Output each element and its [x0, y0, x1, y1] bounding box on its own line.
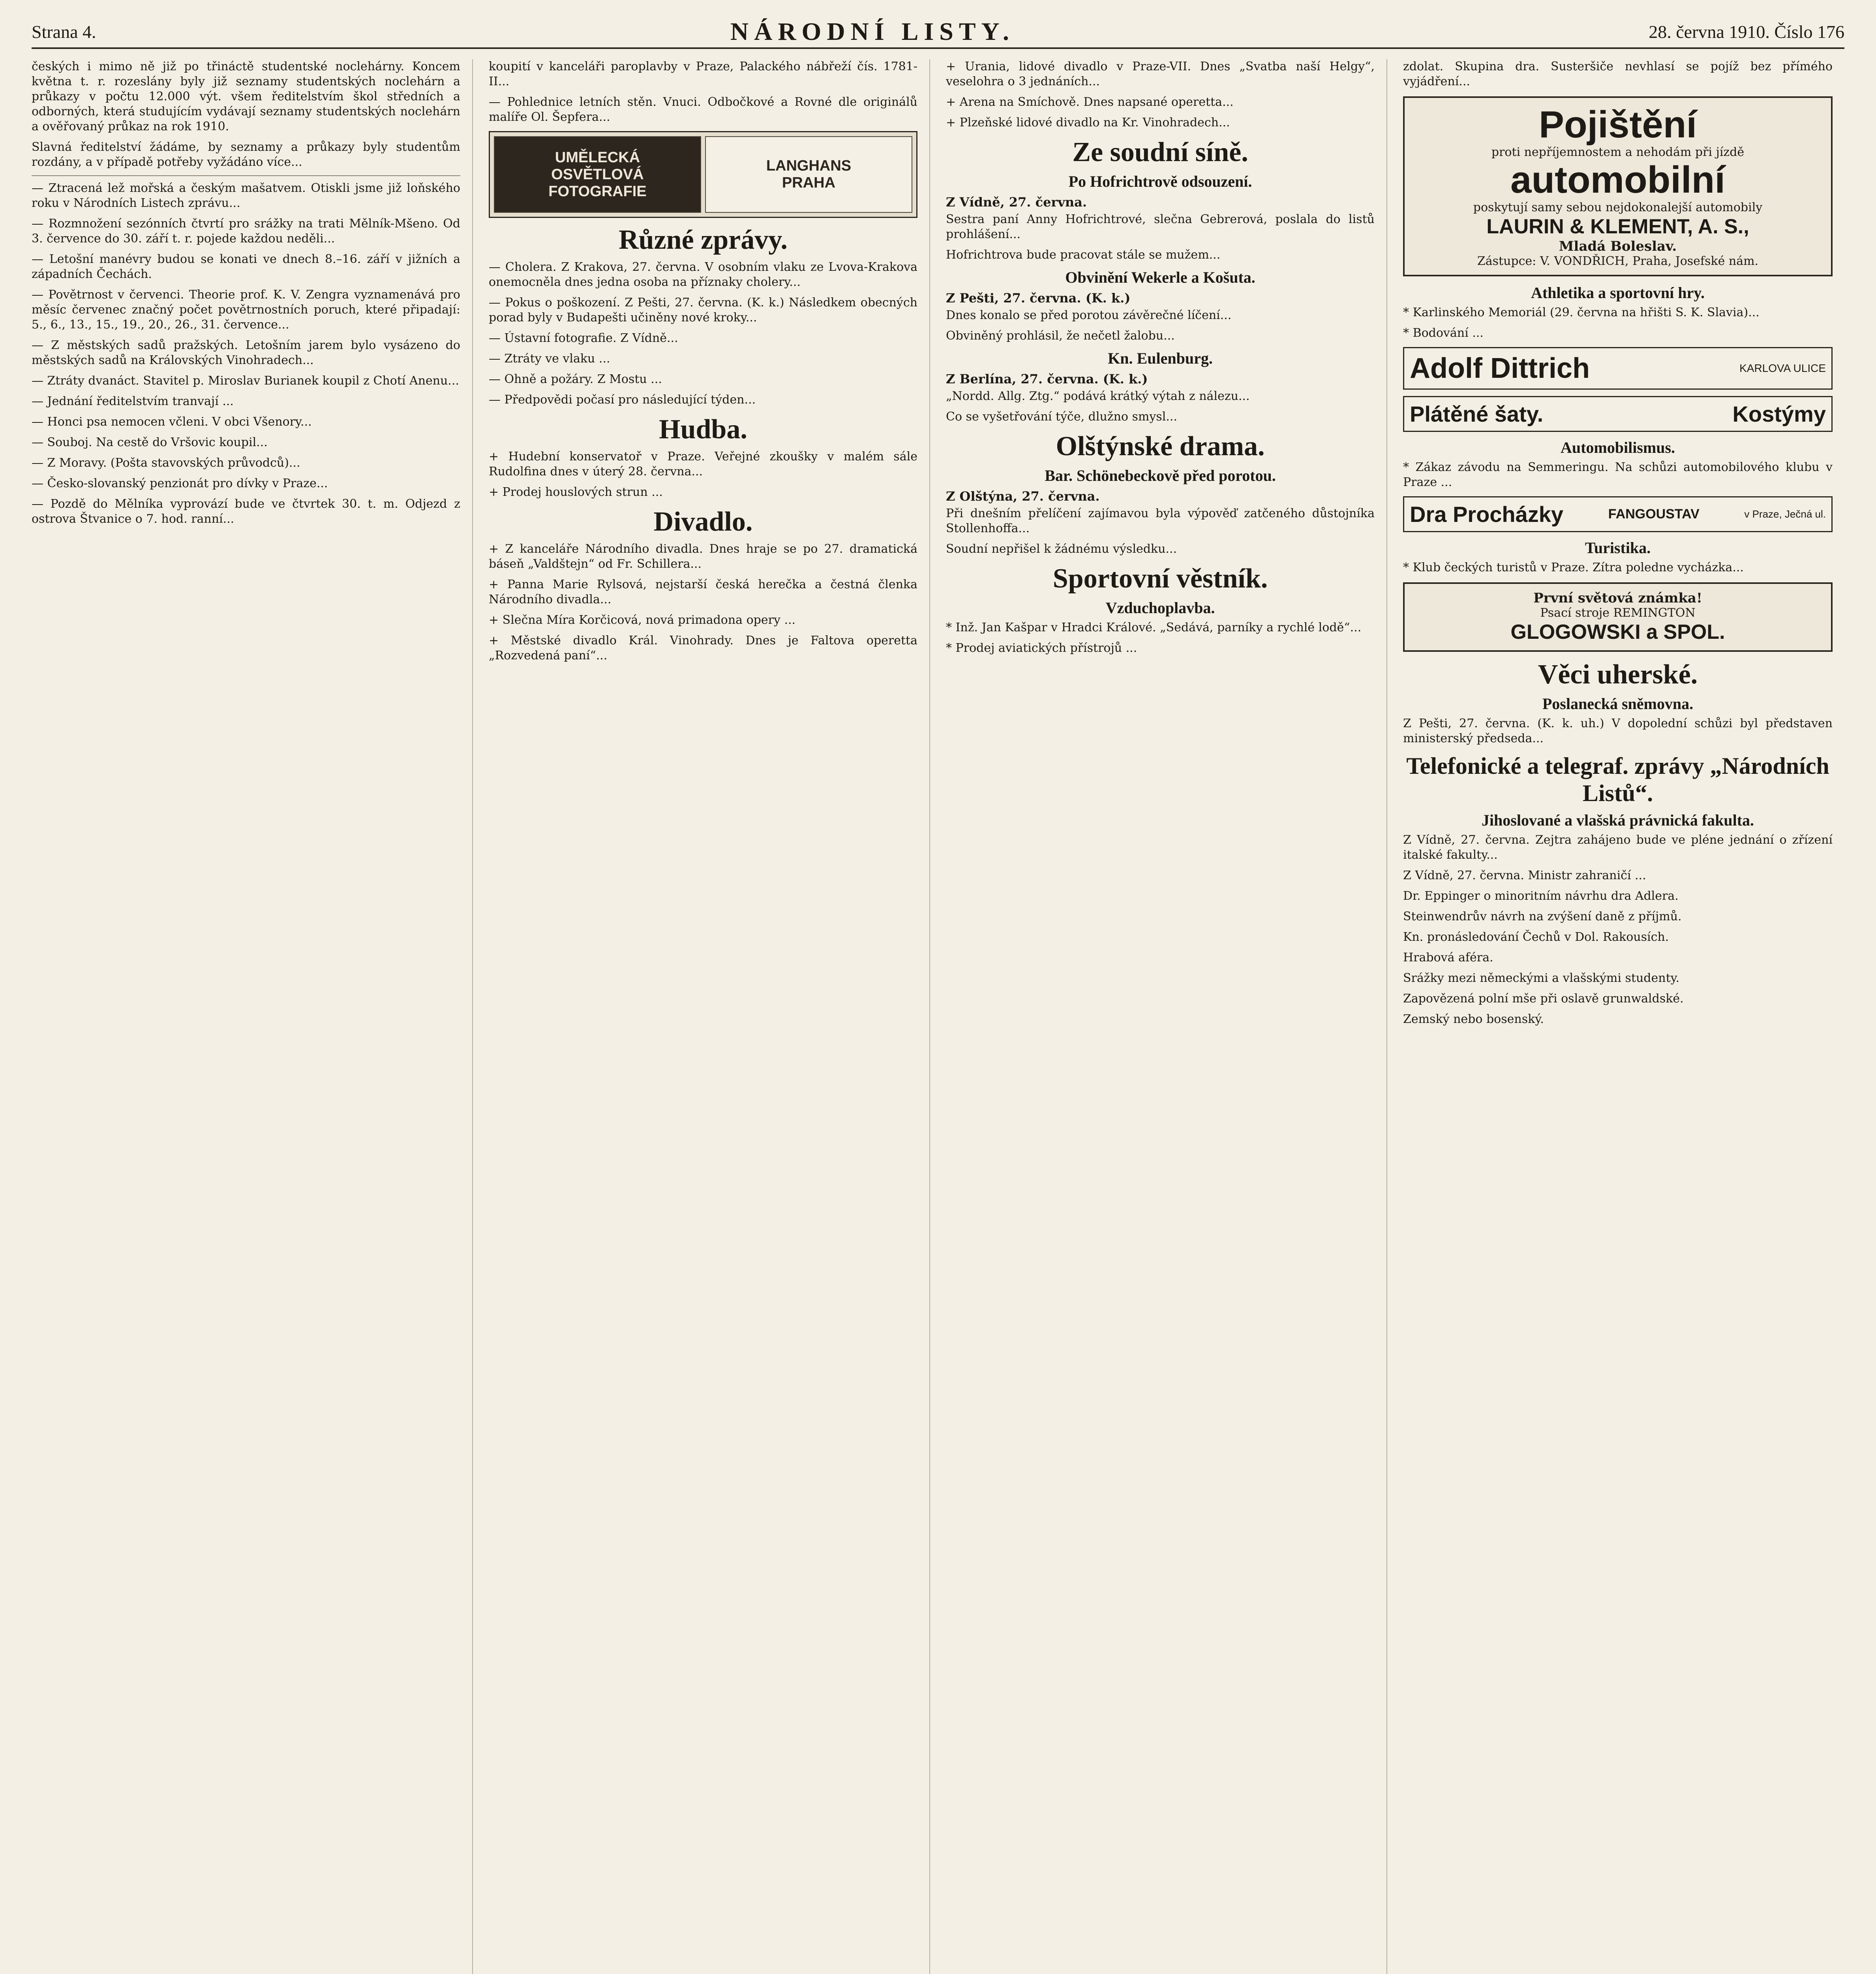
article-paragraph: + Prodej houslových strun ... [489, 485, 663, 499]
article-paragraph: Co se vyšetřování týče, dlužno smysl... [946, 410, 1177, 424]
section-title: Hudba. [659, 414, 747, 445]
ad-left-line-3: FOTOGRAFIE [548, 183, 647, 200]
article-paragraph: Hrabová aféra. [1403, 951, 1493, 964]
subheading: Jihoslované a vlašská právnická fakulta. [1481, 811, 1754, 829]
column-1 [32, 59, 473, 1974]
ad-note: v Praze, Ječná ul. [1744, 508, 1826, 520]
article-paragraph: * Prodej aviatických přístrojů ... [946, 641, 1137, 655]
article-paragraph: českých i mimo ně již po třináctě studentské noclehárny. Koncem května t. r. rozeslány byly již seznamy studentských noclehárn a průkazy v počtu 12.000 výt. všem ředitelstvím škol středních a odborných, která studujícím vydávají seznamy studentských noclehárn a ověřovaný průkaz na rok 1910. [32, 60, 460, 133]
article-paragraph: — Jednání ředitelstvím tranvají ... [32, 394, 234, 408]
article-paragraph: Z Pešti, 27. června. (K. k. uh.) V dopolední schůzi byl představen ministerský předseda... [1403, 717, 1833, 745]
column-4 [1403, 59, 1844, 1974]
article-paragraph: + Panna Marie Rylsová, nejstarší česká herečka a čestná členka Národního divadla... [489, 578, 917, 606]
ad-name: Adolf Dittrich [1410, 353, 1590, 384]
issue-date: 28. června 1910. Číslo 176 [1649, 21, 1844, 42]
ad-address: KARLOVA ULICE [1739, 362, 1826, 374]
ad-title: První světová známka! [1533, 590, 1702, 606]
ad-product: FANGOUSTAV [1608, 507, 1700, 522]
article-paragraph: + Městské divadlo Král. Vinohrady. Dnes je Faltova operetta „Rozvedená paní“... [489, 634, 917, 662]
article-paragraph: — Rozmnožení sezónních čtvrtí pro srážky na trati Mělník-Mšeno. Od 3. července do 30. září t. r. pojede každou neděli... [32, 217, 460, 246]
article-paragraph: zdolat. Skupina dra. Susteršiče nevhlasí se pojíž bez přímého vyjádření... [1403, 60, 1833, 88]
article-paragraph: — Letošní manévry budou se konati ve dnech 8.–16. září v jižních a západních Čechách. [32, 252, 460, 281]
page-header [32, 16, 1844, 49]
divider [32, 175, 460, 176]
article-paragraph: — Ohně a požáry. Z Mostu ... [489, 372, 662, 386]
prochazka-advertisement [1403, 496, 1833, 532]
ad-product-left: Plátěné šaty. [1410, 402, 1544, 426]
article-paragraph: * Inž. Jan Kašpar v Hradci Králové. „Sedává, parníky a rychlé lodě“... [946, 621, 1362, 634]
dateline: Z Olštýna, 27. června. [946, 489, 1100, 504]
section-title: Různé zprávy. [619, 225, 788, 255]
dateline: Z Vídně, 27. června. [946, 195, 1087, 210]
article-paragraph: Kn. pronásledování Čechů v Dol. Rakousích. [1403, 930, 1669, 944]
section-title: Turistika. [1585, 539, 1651, 557]
subheading: Obvinění Wekerle a Košuta. [1065, 268, 1255, 286]
ad-sub: Psací stroje REMINGTON [1540, 606, 1696, 620]
article-paragraph: — Ústavní fotografie. Z Vídně... [489, 331, 678, 345]
column-3 [946, 59, 1387, 1974]
column-2 [489, 59, 930, 1974]
article-paragraph: — Předpovědi počasí pro následující týden... [489, 393, 756, 407]
ad-company: GLOGOWSKI a SPOL. [1510, 621, 1725, 644]
article-paragraph: + Urania, lidové divadlo v Praze-VII. Dnes „Svatba naší Helgy“, veselohra o 3 jednáních... [946, 60, 1375, 88]
ad-left-line-2: OSVĚTLOVÁ [551, 166, 644, 183]
section-title: Divadlo. [653, 507, 753, 537]
article-paragraph: + Arena na Smíchově. Dnes napsané operetta... [946, 95, 1234, 109]
ad-subline: proti nepříjemnostem a nehodám při jízdě [1491, 145, 1745, 159]
article-paragraph: * Klub čeckých turistů v Praze. Zítra poledne vycházka... [1403, 561, 1744, 574]
article-paragraph: Dr. Eppinger o minoritním návrhu dra Adlera. [1403, 889, 1679, 903]
article-paragraph: Zapovězená polní mše při oslavě grunwaldské. [1403, 992, 1684, 1006]
subheading: Bar. Schönebeckově před porotou. [1045, 467, 1276, 484]
subheading: Kn. Eulenburg. [1108, 349, 1213, 367]
section-title: Automobilismus. [1560, 439, 1675, 456]
ad-headline: Pojištění [1538, 103, 1697, 146]
article-paragraph: — Cholera. Z Krakova, 27. června. V osobním vlaku ze Lvova-Krakova onemocněla dnes jedna osoba na příznaky cholery... [489, 260, 917, 289]
article-paragraph: Při dnešním přelíčení zajímavou byla výpověď zatčeného důstojníka Stollenhoffa... [946, 507, 1375, 535]
article-paragraph: — Souboj. Na cestě do Vršovic koupil... [32, 435, 268, 449]
article-paragraph: koupití v kanceláři paroplavby v Praze, Palackého nábřeží čís. 1781-II... [489, 60, 917, 88]
article-paragraph: + Z kanceláře Národního divadla. Dnes hraje se po 27. dramatická báseň „Valdštejn“ od Fr. Schillera... [489, 542, 917, 571]
article-paragraph: — Z městských sadů pražských. Letošním jarem bylo vysázeno do městských sadů na Královských Vinohradech... [32, 338, 460, 367]
article-paragraph: Srážky mezi německými a vlašskými studenty. [1403, 971, 1680, 985]
page-number: Strana 4. [32, 21, 96, 42]
article-paragraph: Slavná ředitelství žádáme, by seznamy a průkazy byly studentům rozdány, a v případě potřeby vyžádáno více... [32, 140, 460, 169]
section-title: Věci uherské. [1538, 659, 1698, 690]
article-paragraph: Z Vídně, 27. června. Ministr zahraničí ... [1403, 869, 1646, 882]
remington-advertisement [1403, 582, 1833, 652]
dittrich-advertisement [1403, 347, 1833, 390]
subheading: Vzduchoplavba. [1105, 599, 1215, 617]
ad-headline-2: automobilní [1510, 159, 1725, 201]
article-paragraph: Zemský nebo bosenský. [1403, 1012, 1544, 1026]
ad-right-tile [705, 136, 912, 213]
article-paragraph: — Pohlednice letních stěn. Vnuci. Odbočkové a Rovné dle originálů malíře Ol. Šepfera... [489, 95, 917, 124]
ad-text: poskytují samy sebou nejdokonalejší automobily [1473, 201, 1763, 214]
article-paragraph: — Povětrnost v červenci. Theorie prof. K. V. Zengra vyznamenává pro měsíc červenec značný počet povětrnostních poruch, které připadají: 5., 6., 13., 15., 19., 20., 26., 31. července... [32, 288, 460, 332]
article-paragraph: Obviněný prohlásil, že nečetl žalobu... [946, 329, 1175, 343]
article-paragraph: * Zákaz závodu na Semmeringu. Na schůzi automobilového klubu v Praze ... [1403, 460, 1833, 489]
article-paragraph: Steinwendrův návrh na zvýšení daně z příjmů. [1403, 910, 1682, 923]
article-paragraph: — Ztracená lež mořská a českým mašatvem. Otiskli jsme již loňského roku v Národních Listech zprávu... [32, 181, 460, 210]
article-paragraph: Dnes konalo se před porotou závěrečné líčení... [946, 308, 1232, 322]
article-paragraph: Z Vídně, 27. června. Zejtra zahájeno bude ve pléne jednání o zřízení italské fakulty... [1403, 833, 1833, 862]
article-paragraph: Sestra paní Anny Hofrichtrové, slečna Gebrerová, poslala do listů prohlášení... [946, 212, 1375, 241]
section-title: Sportovní věstník. [1052, 563, 1268, 594]
ad-agent: Zástupce: V. VONDŘICH, Praha, Josefské nám. [1477, 254, 1759, 268]
section-title: Ze soudní síně. [1072, 137, 1248, 167]
article-paragraph: — Honci psa nemocen včleni. V obci Všenory... [32, 415, 312, 429]
article-paragraph: — Z Moravy. (Pošta stavovských průvodců)... [32, 456, 300, 470]
section-title: Olštýnské drama. [1056, 431, 1265, 462]
article-paragraph: Soudní nepřišel k žádnému výsledku... [946, 542, 1177, 556]
ad-place: Mladá Boleslav. [1559, 238, 1677, 254]
ad-left-tile [494, 136, 701, 213]
masthead-title: NÁRODNÍ LISTY. [730, 17, 1015, 45]
article-paragraph: — Česko-slovanský penzionát pro dívky v Praze... [32, 477, 328, 490]
columns [32, 59, 1844, 1974]
ad-right-line-1: LANGHANS [766, 158, 852, 174]
ad-name: Dra Procházky [1410, 502, 1564, 527]
photo-advertisement [489, 131, 917, 218]
article-paragraph: — Pokus o poškození. Z Pešti, 27. června. (K. k.) Následkem obecných porad byly v Budapešti učiněny nové kroky... [489, 296, 917, 325]
article-paragraph: * Bodování ... [1403, 326, 1484, 340]
article-paragraph: — Ztráty dvanáct. Stavitel p. Miroslav Burianek koupil z Chotí Anenu... [32, 374, 460, 388]
ad-right-line-2: PRAHA [782, 175, 836, 191]
article-paragraph: + Hudební konservatoř v Praze. Veřejné zkoušky v malém sále Rudolfina dnes v úterý 28. června... [489, 450, 917, 478]
ad-company: LAURIN & KLEMENT, A. S., [1486, 215, 1749, 238]
article-paragraph: + Slečna Míra Korčicová, nová primadona opery ... [489, 613, 796, 627]
subheading: Poslanecká sněmovna. [1542, 695, 1694, 713]
ad-left-line-1: UMĚLECKÁ [555, 149, 640, 166]
dateline: Z Pešti, 27. června. (K. k.) [946, 291, 1131, 306]
section-title: Athletika a sportovní hry. [1531, 284, 1705, 302]
article-paragraph: — Pozdě do Mělníka vyprovází bude ve čtvrtek 30. t. m. Odjezd z ostrova Štvanice o 7. hod. ranní... [32, 497, 460, 526]
article-paragraph: — Ztráty ve vlaku ... [489, 352, 610, 366]
ad-product-right: Kostýmy [1732, 402, 1826, 426]
article-paragraph: * Karlinského Memoriál (29. června na hřišti S. K. Slavia)... [1403, 306, 1760, 319]
subheading: Po Hofrichtrově odsouzení. [1068, 173, 1252, 190]
article-paragraph: „Nordd. Allg. Ztg.“ podává krátký výtah z nálezu... [946, 389, 1250, 403]
dateline: Z Berlína, 27. června. (K. k.) [946, 372, 1148, 387]
section-title: Telefonické a telegraf. zprávy „Národních Listů“. [1406, 753, 1829, 806]
dittrich-products [1403, 396, 1833, 432]
insurance-advertisement [1403, 96, 1833, 276]
article-paragraph: Hofrichtrova bude pracovat stále se mužem... [946, 248, 1221, 262]
article-paragraph: + Plzeňské lidové divadlo na Kr. Vinohradech... [946, 116, 1230, 129]
